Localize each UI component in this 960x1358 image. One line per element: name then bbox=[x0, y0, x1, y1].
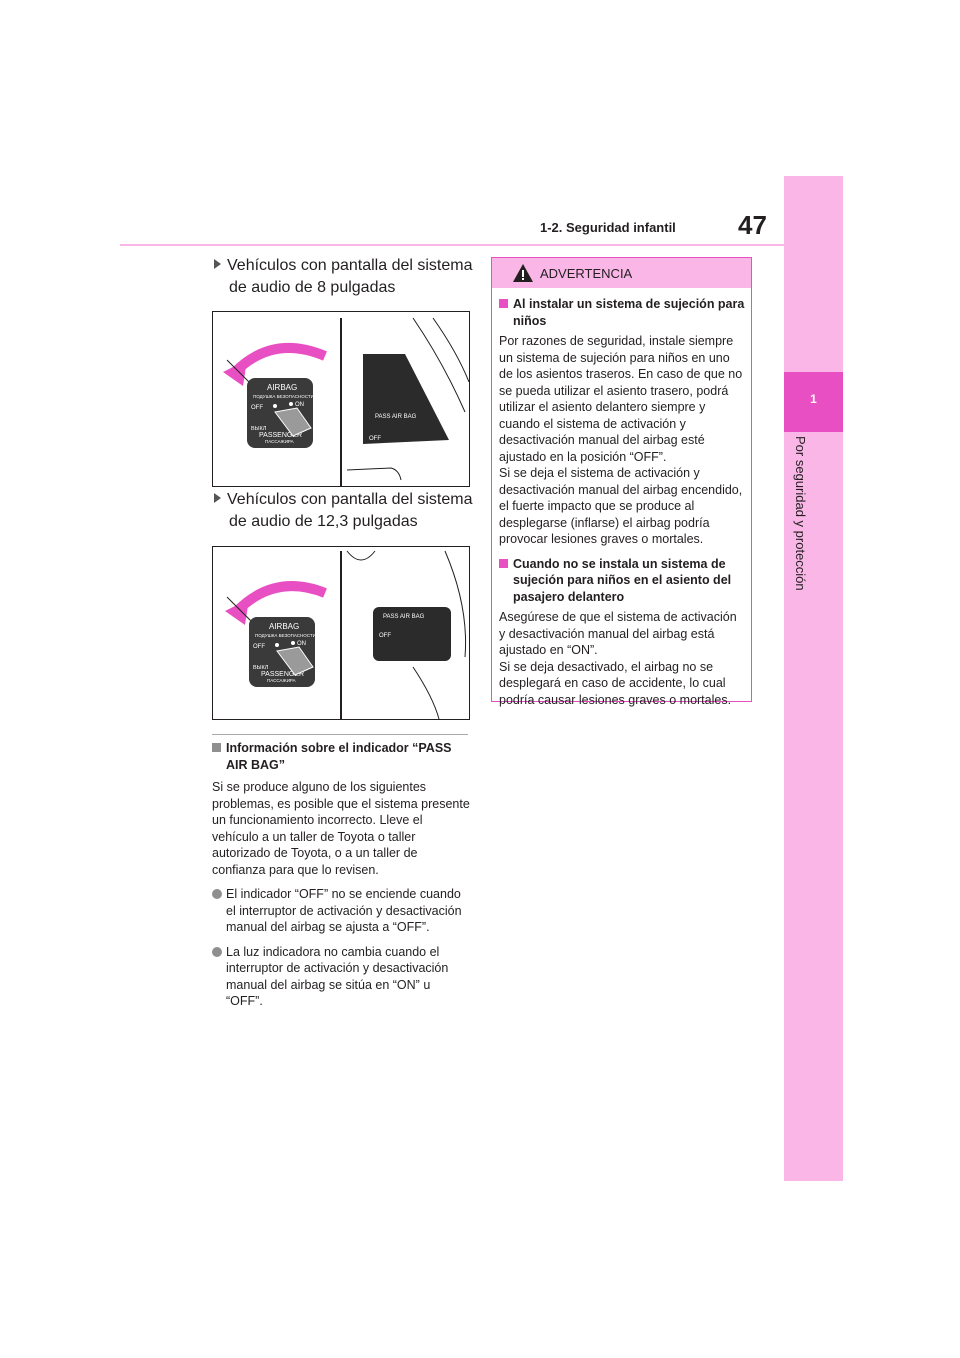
chapter-side-band bbox=[784, 176, 843, 1181]
figure-1-caption-line2: de audio de 8 pulgadas bbox=[229, 279, 396, 296]
switch-on-label: ON bbox=[297, 641, 306, 647]
info-section bbox=[212, 740, 470, 1018]
list-item: El indicador “OFF” no se enciende cuando el interruptor de activación y desactivación manual del airbag se ajusta a “OFF”. bbox=[212, 886, 470, 936]
indicator-pass-airbag-label: PASS AIR BAG bbox=[383, 614, 425, 620]
arrow-head-icon bbox=[223, 360, 247, 386]
figure-2-caption-line2: de audio de 12,3 pulgadas bbox=[229, 513, 418, 530]
warning-title: ADVERTENCIA bbox=[540, 266, 633, 281]
indicator-off-label: OFF bbox=[379, 633, 391, 639]
switch-airbag-ru-label: ПОДУШКА БЕЗОПАСНОСТИ bbox=[253, 394, 314, 399]
square-bullet-icon bbox=[499, 299, 508, 308]
switch-on-label: ON bbox=[295, 402, 304, 408]
switch-off-ru-label: ВЫКЛ bbox=[253, 665, 269, 671]
warning-subheading: Al instalar un sistema de sujeción para niños bbox=[499, 296, 745, 329]
switch-passenger-ru-label: ПАССАЖИРА bbox=[267, 678, 296, 683]
airbag-switch-illustration-8in bbox=[213, 312, 469, 486]
switch-airbag-label: AIRBAG bbox=[269, 622, 300, 631]
arrow-head-icon bbox=[225, 599, 249, 625]
indicator-pass-airbag-label: PASS AIR BAG bbox=[375, 414, 417, 420]
pass-airbag-indicator bbox=[363, 354, 449, 444]
warning-subheading: Cuando no se instala un sistema de sujeción para niños en el asiento del pasajero delantero bbox=[499, 556, 745, 606]
warning-paragraph: Si se deja el sistema de activación y desactivación manual del airbag encendido, el fuerte impacto que se produce al desplegarse (inflarse) el airbag podría provocar lesiones graves o mortales. bbox=[499, 466, 743, 546]
square-bullet-icon bbox=[212, 743, 221, 752]
figure-2-illustration bbox=[212, 546, 470, 720]
list-item: La luz indicadora no cambia cuando el interruptor de activación y desactivación manual del airbag se sitúa en “ON” u “OFF”. bbox=[212, 944, 470, 1010]
airbag-switch-illustration-12in bbox=[213, 547, 469, 719]
circle-bullet-icon bbox=[212, 947, 222, 957]
switch-airbag-label: AIRBAG bbox=[267, 383, 298, 392]
warning-header bbox=[492, 258, 751, 288]
rotation-arrow-icon bbox=[237, 586, 325, 611]
triangle-bullet-icon bbox=[214, 493, 221, 503]
circle-bullet-icon bbox=[212, 889, 222, 899]
figure-2-caption-line1: Vehículos con pantalla del sistema bbox=[214, 488, 472, 512]
switch-airbag-ru-label: ПОДУШКА БЕЗОПАСНОСТИ bbox=[255, 633, 316, 638]
chapter-number: 1 bbox=[810, 392, 817, 406]
square-bullet-icon bbox=[499, 559, 508, 568]
warning-body bbox=[492, 288, 751, 708]
warning-paragraph: Por razones de seguridad, instale siempre un sistema de sujeción para niños en uno de los asientos traseros. En caso de que no se pueda utilizar el asiento trasero, podrá utilizar el asiento delantero siempre y cuando el sistema de activación y desactivación manual del airbag esté ajustado en la posición “OFF”. bbox=[499, 334, 743, 464]
switch-passenger-ru-label: ПАССАЖИРА bbox=[265, 439, 294, 444]
switch-off-label: OFF bbox=[251, 405, 263, 411]
warning-paragraph: Asegúrese de que el sistema de activación y desactivación manual del airbag está ajustado en “ON”. bbox=[499, 610, 737, 657]
switch-passenger-label: PASSENGER bbox=[259, 432, 303, 439]
indicator-off-label: OFF bbox=[369, 436, 381, 442]
chapter-title: Por seguridad y protección bbox=[793, 436, 808, 591]
info-paragraph: Si se produce alguno de los siguientes problemas, es posible que el sistema presente un funcionamiento incorrecto. Lleve el vehículo a un taller de Toyota o taller autorizado de Toyota, o a un taller de confianza para que lo revisen. bbox=[212, 780, 470, 877]
page-number: 47 bbox=[738, 210, 767, 240]
info-divider bbox=[212, 734, 468, 735]
switch-passenger-label: PASSENGER bbox=[261, 671, 305, 678]
section-title: 1-2. Seguridad infantil bbox=[540, 220, 676, 235]
rotation-arrow-icon bbox=[235, 348, 325, 372]
header-divider bbox=[120, 244, 784, 246]
warning-box bbox=[491, 257, 752, 707]
triangle-bullet-icon bbox=[214, 259, 221, 269]
warning-triangle-icon bbox=[512, 263, 534, 283]
switch-off-label: OFF bbox=[253, 644, 265, 650]
switch-off-ru-label: ВЫКЛ bbox=[251, 426, 267, 432]
warning-paragraph: Si se deja desactivado, el airbag no se desplegará en caso de accidente, lo cual podría causar lesiones graves o mortales. bbox=[499, 659, 732, 707]
figure-1-caption-line1: Vehículos con pantalla del sistema bbox=[214, 254, 472, 278]
info-heading: Información sobre el indicador “PASS AIR BAG” bbox=[212, 740, 470, 773]
figure-1-illustration bbox=[212, 311, 470, 487]
